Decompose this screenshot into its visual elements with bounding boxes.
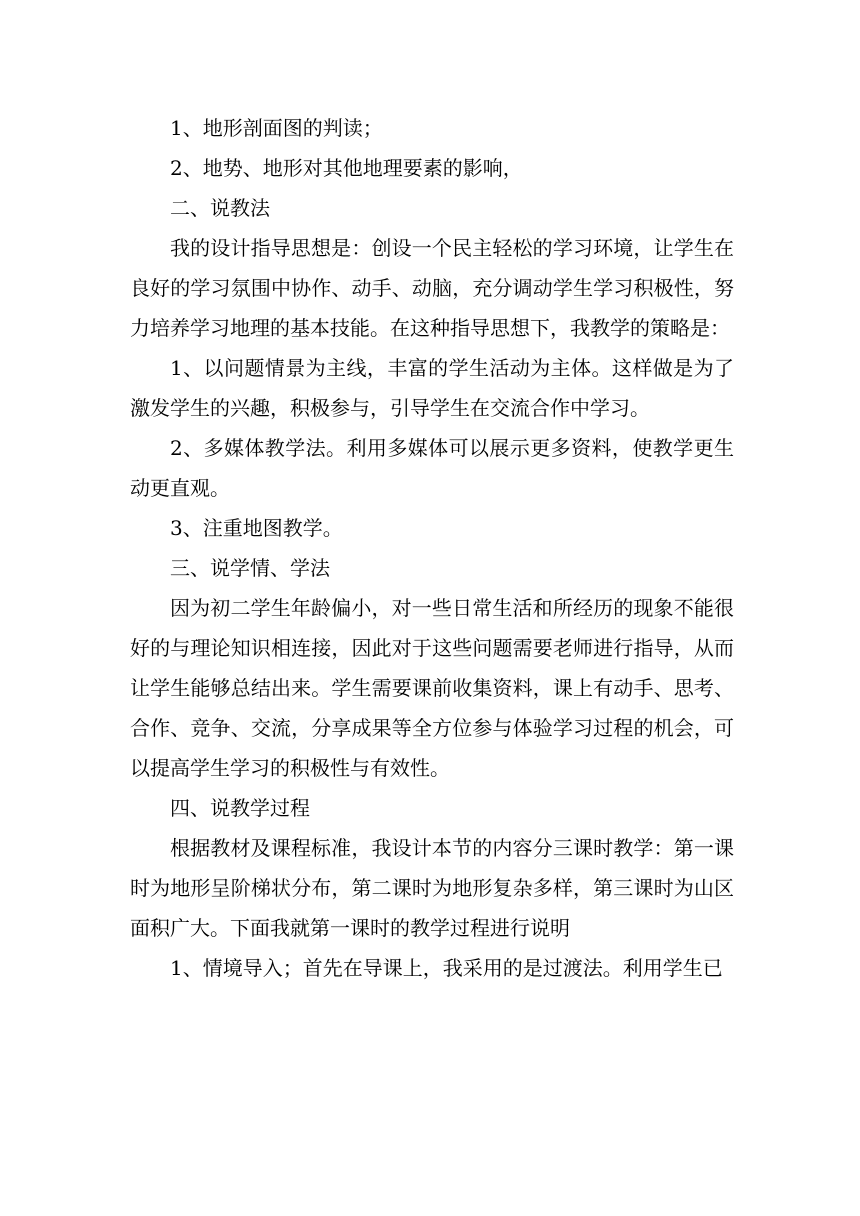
paragraph-strategy-3: 3、注重地图教学。 [170,516,343,540]
paragraph-intro-step: 1、情境导入；首先在导课上，我采用的是过渡法。利用学生已 [170,956,723,980]
section-heading-process: 四、说教学过程 [170,796,310,820]
paragraph-lesson-plan: 根据教材及课程标准，我设计本节的内容分三课时教学：第一课时为地形呈阶梯状分布，第二课时为地形复杂多样，第三课时为山区面积广大。下面我就第一课时的教学过程进行说明 [130,836,734,940]
section-heading-teaching-method: 二、说教法 [170,196,270,220]
section-heading-learning: 三、说学情、学法 [170,556,330,580]
paragraph-topic-2: 2、地势、地形对其他地理要素的影响， [170,156,523,180]
paragraph-topic-1: 1、地形剖面图的判读； [170,116,383,140]
document-body [130,108,734,988]
paragraph-strategy-1: 1、以问题情景为主线，丰富的学生活动为主体。这样做是为了激发学生的兴趣，积极参与，引导学生在交流合作中学习。 [130,356,734,420]
paragraph-strategy-2: 2、多媒体教学法。利用多媒体可以展示更多资料，使教学更生动更直观。 [130,436,734,500]
paragraph-learning-situation: 因为初二学生年龄偏小，对一些日常生活和所经历的现象不能很好的与理论知识相连接，因此对于这些问题需要老师进行指导，从而让学生能够总结出来。学生需要课前收集资料，课上有动手、思考、合作、竞争、交流，分享成果等全方位参与体验学习过程的机会，可以提高学生学习的积极性与有效性。 [130,596,734,780]
paragraph-design-idea: 我的设计指导思想是：创设一个民主轻松的学习环境，让学生在良好的学习氛围中协作、动手、动脑，充分调动学生学习积极性，努力培养学习地理的基本技能。在这种指导思想下，我教学的策略是： [130,236,734,340]
